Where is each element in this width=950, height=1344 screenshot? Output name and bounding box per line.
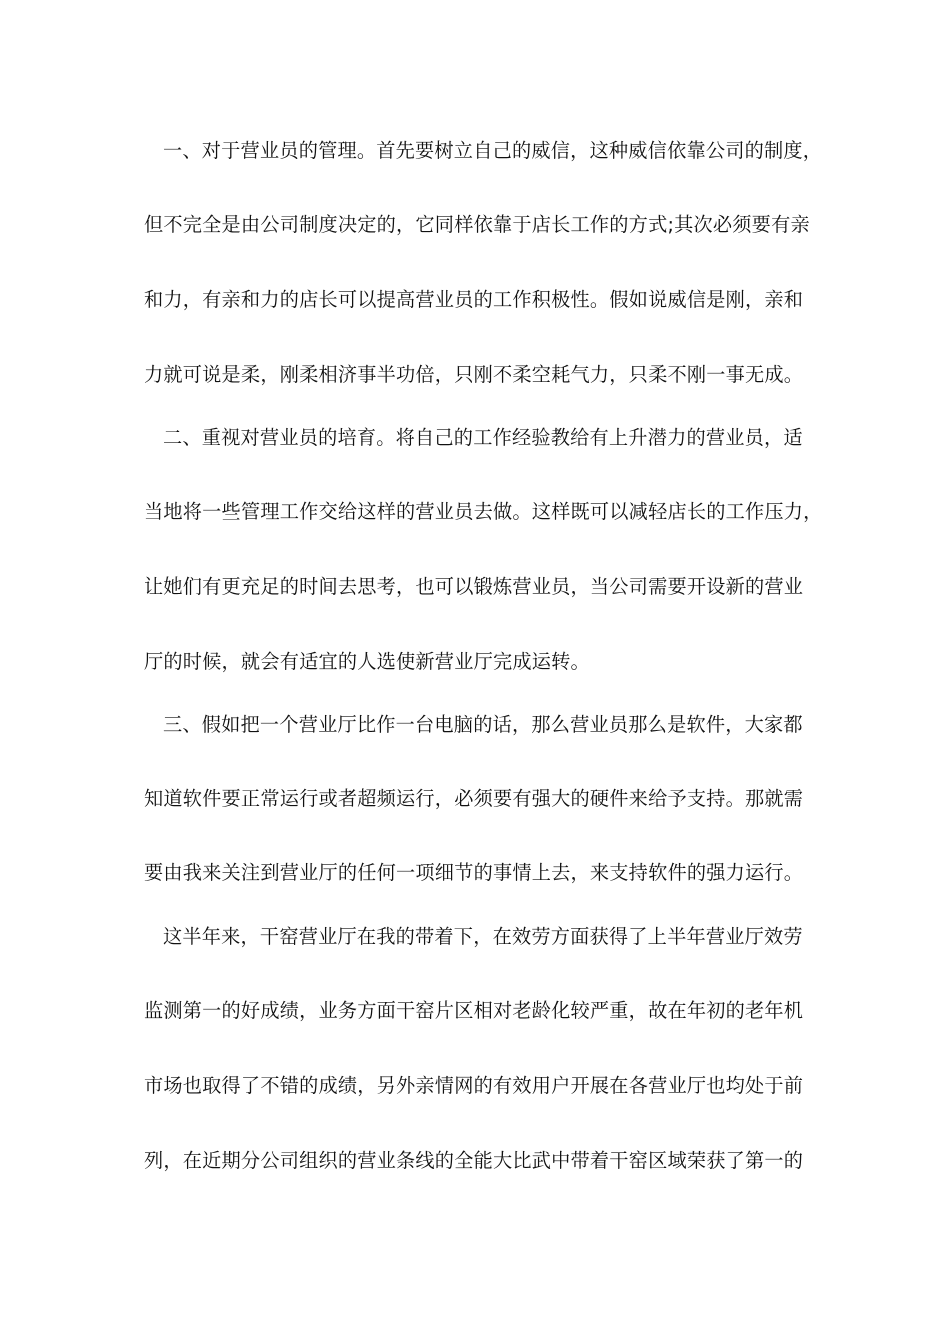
paragraph-1-line-4: 力就可说是柔，刚柔相济事半功倍，只刚不柔空耗气力，只柔不刚一事无成。 [144,363,804,386]
paragraph-1-line-1: 一、对于营业员的管理。首先要树立自己的威信，这种威信依靠公司的制度， [163,139,823,162]
paragraph-2-line-3: 让她们有更充足的时间去思考，也可以锻炼营业员，当公司需要开设新的营业 [144,575,804,598]
paragraph-1-line-2: 但不完全是由公司制度决定的，它同样依靠于店长工作的方式;其次必须要有亲 [144,213,810,236]
paragraph-4-line-3: 市场也取得了不错的成绩，另外亲情网的有效用户开展在各营业厅也均处于前 [144,1074,804,1097]
paragraph-2-line-4: 厅的时候，就会有适宜的人选使新营业厅完成运转。 [144,650,590,673]
paragraph-4-line-2: 监测第一的好成绩，业务方面干窑片区相对老龄化较严重，故在年初的老年机 [144,999,804,1022]
paragraph-1-line-3: 和力，有亲和力的店长可以提高营业员的工作积极性。假如说威信是刚，亲和 [144,288,804,311]
paragraph-4-line-4: 列，在近期分公司组织的营业条线的全能大比武中带着干窑区域荣获了第一的 [144,1149,804,1172]
paragraph-2-line-1: 二、重视对营业员的培育。将自己的工作经验教给有上升潜力的营业员，适 [163,426,803,449]
paragraph-3-line-1: 三、假如把一个营业厅比作一台电脑的话，那么营业员那么是软件，大家都 [163,713,803,736]
paragraph-4-line-1: 这半年来，干窑营业厅在我的带着下，在效劳方面获得了上半年营业厅效劳 [163,925,803,948]
paragraph-3-line-2: 知道软件要正常运行或者超频运行，必须要有强大的硬件来给予支持。那就需 [144,787,804,810]
paragraph-3-line-3: 要由我来关注到营业厅的任何一项细节的事情上去，来支持软件的强力运行。 [144,861,804,884]
paragraph-2-line-2: 当地将一些管理工作交给这样的营业员去做。这样既可以减轻店长的工作压力， [144,500,823,523]
